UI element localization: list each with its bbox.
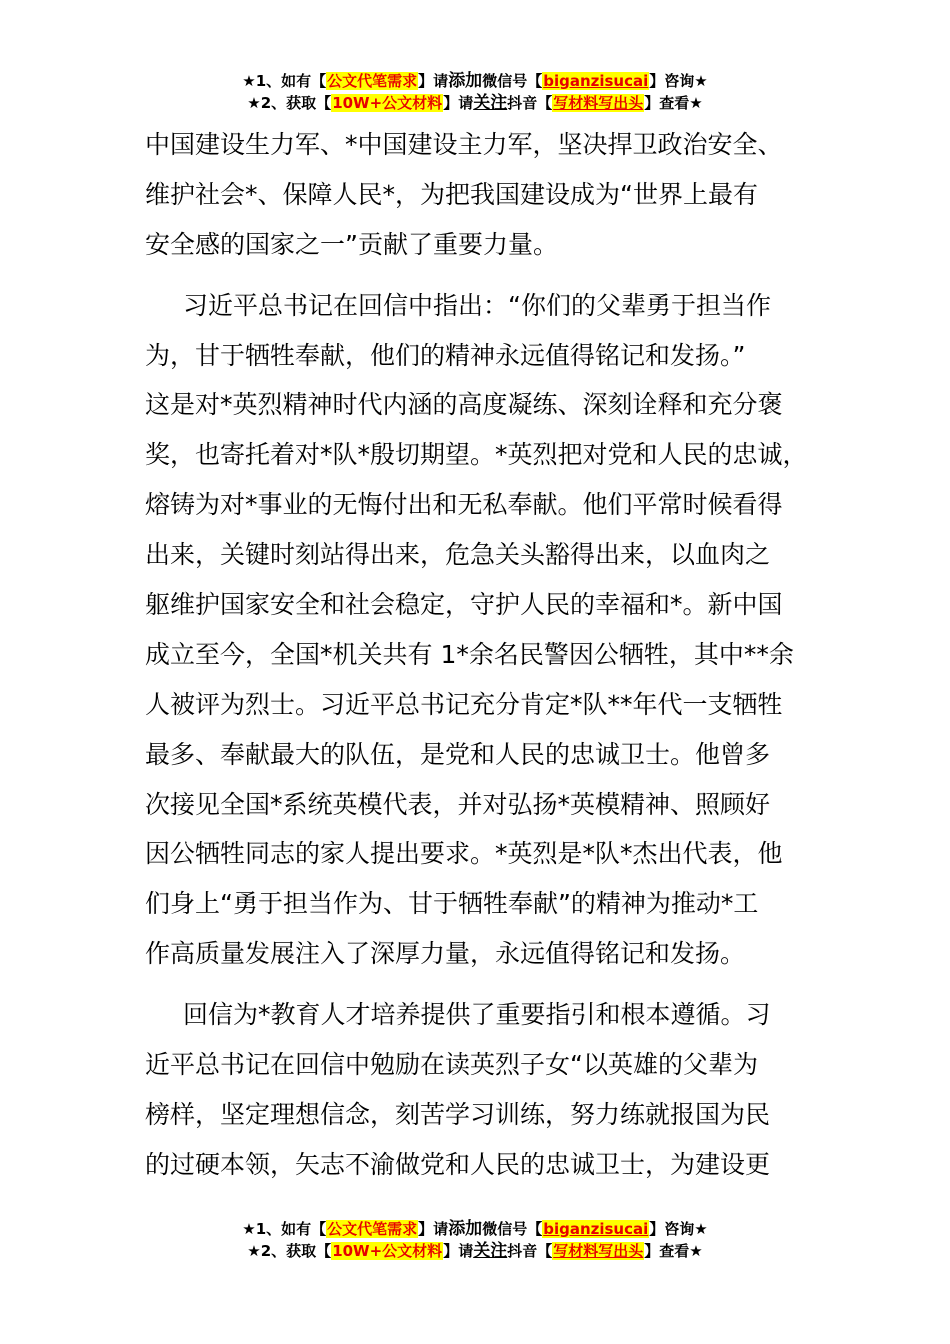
star-icon: ★ [247,1242,261,1260]
text-line: 出来，关键时刻站得出来，危急关头豁得出来，以血肉之 [145,540,771,570]
text-line: 最多、奉献最大的队伍，是党和人民的忠诚卫士。他曾多 [145,739,771,769]
star-icon: ★ [242,1220,256,1238]
header-promo-banner [0,70,950,114]
text-line: 熔铸为对*事业的无悔付出和无私奉献。他们平常时候看得 [145,490,783,520]
text-line: 躯维护国家安全和社会稳定，守护人民的幸福和*。新中国 [145,590,783,620]
text-line: 安全感的国家之一”贡献了重要力量。 [145,229,558,259]
paragraph [145,990,835,1190]
text-line: 的过硬本领，矢志不渝做党和人民的忠诚卫士，为建设更 [145,1149,771,1179]
text-line: 这是对*英烈精神时代内涵的高度凝练、深刻诠释和充分褒 [145,390,783,420]
text-line: 奖，也寄托着对*队*殷切期望。*英烈把对党和人民的忠诚， [145,440,808,470]
text-line: 作高质量发展注入了深厚力量，永远值得铭记和发扬。 [145,939,746,969]
paragraph [145,281,835,979]
wechat-id: biganzisucai [543,1220,649,1238]
text-line: 们身上“勇于担当作为、甘于牺牲奉献”的精神为推动*工 [145,889,759,919]
text-line: 次接见全国*系统英模代表，并对弘扬*英模精神、照顾好 [145,789,771,819]
text-line: 回信为*教育人才培养提供了重要指引和根本遵循。习 [183,1000,771,1030]
text-line: 为，甘于牺牲奉献，他们的精神永远值得铭记和发扬。” [145,340,746,370]
promo-highlight-materials: 10W+公文材料 [332,94,443,112]
footer-promo-banner [0,1218,950,1262]
text-line: 中国建设生力军、*中国建设主力军，坚决捍卫政治安全、 [145,130,783,159]
star-icon: ★ [242,72,256,90]
promo-line-1: ★1、如有【公文代笔需求】请添加微信号【biganzisucai】咨询★ [242,71,708,91]
text-line: 维护社会*、保障人民*，为把我国建设成为“世界上最有 [145,179,758,209]
douyin-account: 写材料写出头 [553,1242,644,1260]
promo-line-1: ★1、如有【公文代笔需求】请添加微信号【biganzisucai】咨询★ [242,1219,708,1239]
text-line: 近平总书记在回信中勉励在读英烈子女“以英雄的父辈为 [145,1050,758,1080]
text-line: 习近平总书记在回信中指出：“你们的父辈勇于担当作 [183,290,771,320]
promo-highlight-service: 公文代笔需求 [327,1220,418,1238]
text-line: 因公牺牲同志的家人提出要求。*英烈是*队*杰出代表，他 [145,839,783,869]
promo-line-2: ★2、获取【10W+公文材料】请关注抖音【写材料写出头】查看★ [247,1241,703,1261]
star-icon: ★ [247,94,261,112]
promo-highlight-materials: 10W+公文材料 [332,1242,443,1260]
promo-highlight-service: 公文代笔需求 [327,72,418,90]
paragraph [145,120,835,270]
text-line: 榜样，坚定理想信念，刻苦学习训练，努力练就报国为民 [145,1099,771,1129]
document-body [145,120,835,1190]
wechat-id: biganzisucai [543,72,649,90]
text-line: 成立至今，全国*机关共有 1*余名民警因公牺牲，其中**余 [145,639,794,669]
text-line: 人被评为烈士。习近平总书记充分肯定*队**年代一支牺牲 [145,689,783,719]
promo-line-2: ★2、获取【10W+公文材料】请关注抖音【写材料写出头】查看★ [247,93,703,113]
douyin-account: 写材料写出头 [553,94,644,112]
